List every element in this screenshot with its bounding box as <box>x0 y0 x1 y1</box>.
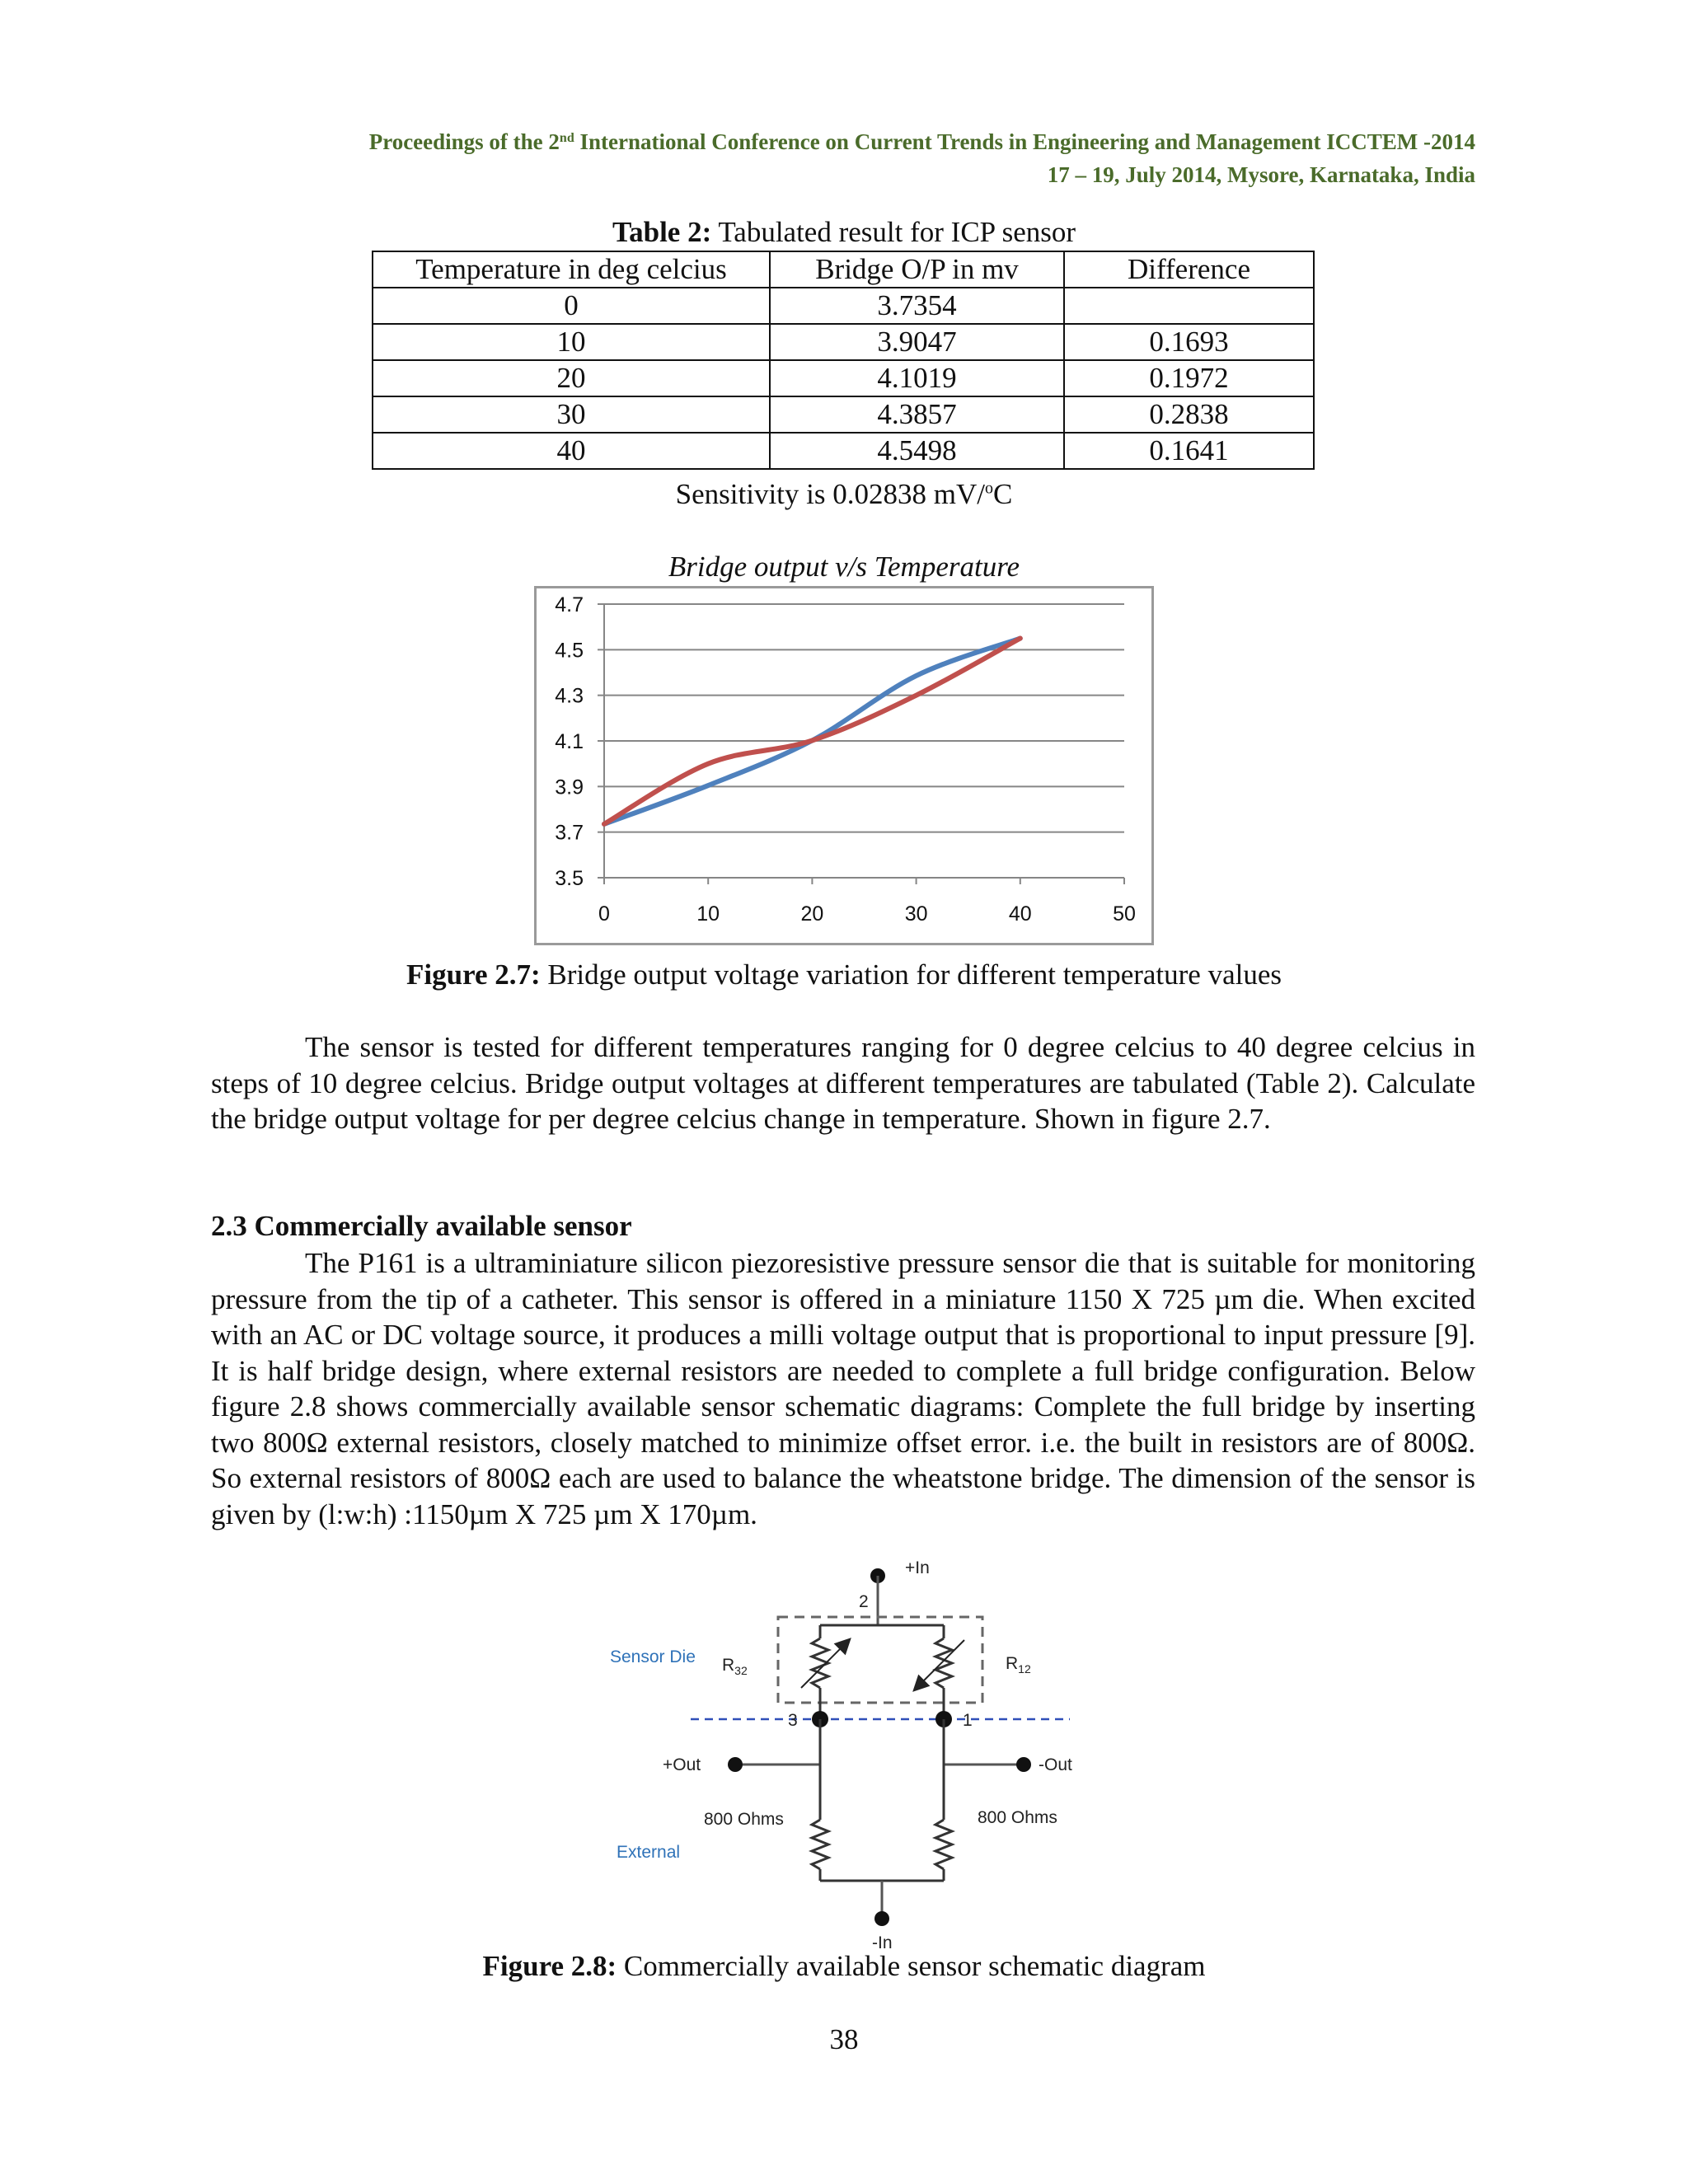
y-tick-label: 4.1 <box>555 730 584 753</box>
node-1-label: 1 <box>963 1711 973 1730</box>
plus-out-label: +Out <box>663 1755 701 1774</box>
plus-in-label: +In <box>905 1558 930 1577</box>
figure-2-7-caption: Figure 2.7: Bridge output voltage variation for different temperature values <box>406 958 1282 991</box>
table-cell: 0.1641 <box>1064 433 1314 469</box>
table-row <box>373 360 1314 396</box>
x-tick-label: 20 <box>800 902 824 926</box>
table-cell: 10 <box>373 324 770 360</box>
table-cell <box>1064 288 1314 324</box>
x-tick-label: 40 <box>1008 902 1032 926</box>
table-cell: 20 <box>373 360 770 396</box>
plus-out-terminal <box>728 1757 743 1772</box>
table-cell: 4.1019 <box>770 360 1064 396</box>
y-tick-label: 3.9 <box>555 776 584 799</box>
sensor-die-label: Sensor Die <box>610 1647 696 1666</box>
minus-in-terminal <box>874 1911 889 1926</box>
table-header-cell: Difference <box>1064 251 1314 288</box>
external-resistor-right-value: 800 Ohms <box>978 1808 1057 1827</box>
series-line-1 <box>604 639 1020 824</box>
table-cell: 40 <box>373 433 770 469</box>
sensor-die-boundary <box>778 1617 982 1703</box>
y-tick-label: 4.7 <box>555 593 584 616</box>
external-resistor-right <box>935 1820 952 1869</box>
header-conference-line: Proceedings of the 2nd International Conference on Current Trends in Engineering and Management ICCTEM -2014 <box>368 129 1475 154</box>
table-cell: 3.7354 <box>770 288 1064 324</box>
page-number: 38 <box>829 2023 859 2055</box>
y-tick-label: 3.7 <box>555 821 584 845</box>
table-cell: 0 <box>373 288 770 324</box>
r32-label: $R_{32}$ <box>722 1656 748 1677</box>
table-header-cell: Bridge O/P in mv <box>770 251 1064 288</box>
table-cell: 4.3857 <box>770 396 1064 433</box>
x-tick-label: 30 <box>904 902 928 926</box>
table-header-cell: Temperature in deg celcius <box>373 251 770 288</box>
r12-resistor <box>935 1638 952 1688</box>
table-caption: Table 2: Tabulated result for ICP sensor <box>612 216 1076 248</box>
results-table <box>372 251 1315 470</box>
body-paragraph-1: The sensor is tested for different temperatures ranging for 0 degree celcius to 40 degree celcius in steps of 10 degree celcius. Bridge output voltages at different temperatures are tabulated (Table 2). Calculate the bridge output voltage for per degree celcius change in temperature. Shown in figure 2.7. <box>211 1031 1475 1135</box>
external-label: External <box>617 1843 681 1862</box>
external-resistor-left <box>812 1820 828 1869</box>
table-cell: 0.2838 <box>1064 396 1314 433</box>
table-cell: 0.1693 <box>1064 324 1314 360</box>
table-cell: 30 <box>373 396 770 433</box>
table-header-row <box>373 251 1314 288</box>
minus-in-label: -In <box>872 1933 893 1952</box>
chart-title: Bridge output v/s Temperature <box>668 551 1020 583</box>
table-row <box>373 288 1314 324</box>
external-resistor-left-value: 800 Ohms <box>704 1810 784 1829</box>
running-header <box>206 125 1475 191</box>
node-3-label: 3 <box>788 1711 798 1730</box>
y-tick-label: 3.5 <box>555 867 584 890</box>
table-row <box>373 433 1314 469</box>
chart-frame <box>534 586 1154 945</box>
table-cell: 0.1972 <box>1064 360 1314 396</box>
minus-out-terminal <box>1016 1757 1031 1772</box>
sensor-schematic <box>593 1558 1104 1953</box>
section-heading: 2.3 Commercially available sensor <box>211 1210 632 1242</box>
body-paragraph-2: The P161 is a ultraminiature silicon piezoresistive pressure sensor die that is suitable for monitoring pressure from the tip of a catheter. This sensor is offered in a miniature 1150 X 725 µm die. When excited with an AC or DC voltage source, it produces a milli voltage output that is proportional to input pressure [9]. It is half bridge design, where external resistors are needed to complete a full bridge configuration. Below figure 2.8 shows commercially available sensor schematic diagrams: Complete the full bridge by inserting two 800Ω external resistors, closely matched to minimize offset error. i.e. the built in resistors are of 800Ω. So external resistors of 800Ω each are used to balance the wheatstone bridge. The dimension of the sensor is given by (l:w:h) :1150µm X 725 µm X 170µm. <box>211 1247 1475 1530</box>
y-tick-label: 4.5 <box>555 639 584 663</box>
r12-label: $R_{12}$ <box>1006 1654 1031 1675</box>
minus-out-label: -Out <box>1039 1755 1072 1774</box>
x-tick-label: 10 <box>696 902 720 926</box>
series-line-2 <box>604 639 1020 824</box>
x-tick-label: 0 <box>598 902 610 926</box>
table-row <box>373 324 1314 360</box>
y-tick-label: 4.3 <box>555 684 584 708</box>
x-tick-label: 50 <box>1113 902 1136 926</box>
node-2-label: 2 <box>859 1592 869 1611</box>
sensitivity-note: Sensitivity is 0.02838 mV/$^o$C <box>675 478 1013 510</box>
table-cell: 3.9047 <box>770 324 1064 360</box>
table-cell: 4.5498 <box>770 433 1064 469</box>
header-date-line: 17 – 19, July 2014, Mysore, Karnataka, India <box>1047 162 1475 187</box>
bridge-output-chart <box>537 588 1151 943</box>
figure-2-8-caption: Figure 2.8: Commercially available sensor schematic diagram <box>482 1950 1206 1982</box>
table-row <box>373 396 1314 433</box>
